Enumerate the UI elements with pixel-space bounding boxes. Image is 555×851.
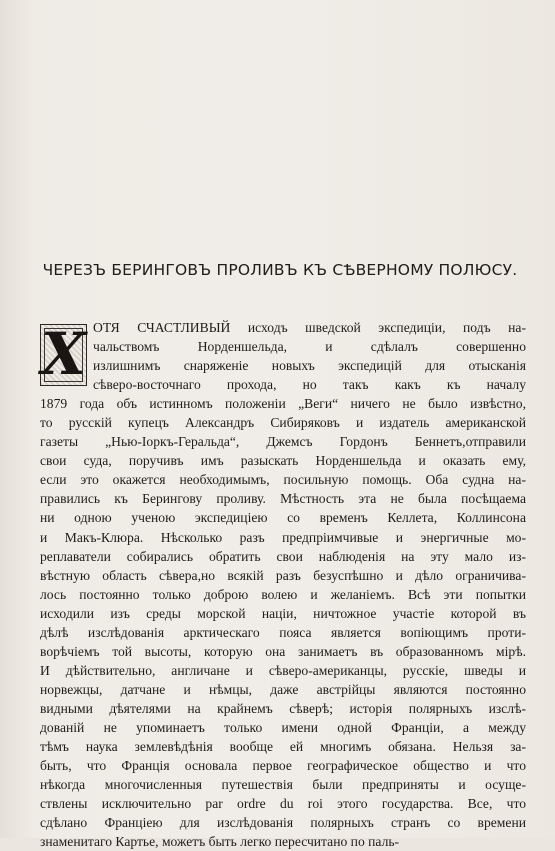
text-line: исходили изъ среды морской націи, ничтожное участіе которой въ [40,605,526,621]
drop-cap-letter: Х [41,320,87,388]
text-line: газеты „Нью-Іоркъ-Геральда“, Джемсъ Гордонъ Беннетъ,отправили [40,434,526,450]
text-line: чальствомъ Норденшельда, и сдѣлалъ совершенно [93,339,526,355]
text-line: свои суда, поручивъ имъ разыскать Норденшельда и оказать ему, [40,453,526,469]
text-line: лось постоянно только доброю волею и желаніемъ. Всѣ эти попытки [40,586,526,602]
text-line: И дѣйствительно, англичане и сѣверо-американцы, русскіе, шведы и [40,662,526,678]
text-line: 1879 года объ истинномъ положеніи „Веги“ ничего не было извѣстно, [40,396,526,412]
text-line: сѣверо-восточнаго прохода, но такъ какъ къ началу [93,377,526,393]
text-line: то русскій купецъ Александръ Сибиряковъ и издатель американской [40,415,526,431]
text-line: ствлены исключительно par ordre du roi этого государства. Все, что [40,796,526,812]
text-line: излишнимъ снаряженіе новыхъ экспедицій для отысканія [93,358,526,374]
text-line: норвежцы, датчане и нѣмцы, даже австрійцы являются постоянно [40,681,526,697]
paragraph [40,318,526,851]
text-line: видными дѣятелями на крайнемъ сѣверѣ; исторія полярныхъ изслѣ- [40,700,526,716]
text-line: тѣмъ наука землевѣдѣнія вообще ей многимъ обязана. Нельзя за- [40,739,526,755]
text-line: дѣлѣ изслѣдованія арктическаго пояса является вопіющимъ проти- [40,624,526,640]
text-line: если это окажется необходимымъ, посильную помощь. Оба судна на- [40,472,526,488]
text-line: реплаватели собирались обратить свои наблюденія на эту мало из- [40,548,526,564]
body-text [40,318,526,851]
text-line: правились къ Берингову проливу. Мѣстность эта не была посѣщаема [40,491,526,507]
text-line: вѣстную область сѣвера,но всякій разъ безуспѣшно и дѣло ограничива- [40,567,526,583]
text-line: сдѣлано Франціею для изслѣдованія полярныхъ странъ со времени [40,815,526,831]
text-line: ни одною ученою экспедиціею со временъ Келлета, Коллинсона [40,510,526,526]
text-line: и Макъ-Клюра. Нѣсколько разъ предпріимчивые и энергичные мо- [40,529,526,545]
text-line: знаменитаго Картье, можетъ быть легко пересчитано по паль- [40,834,400,850]
text-line: дованій не упоминаетъ только имени одной Франціи, а между [40,719,526,735]
text-line: ворѣчіемъ той высоты, которую она занимаетъ въ образованномъ мірѣ. [40,643,526,659]
text-line: нѣкогда многочисленныя путешествія были предприняты и осуще- [40,777,526,793]
chapter-title: ЧЕРЕЗЪ БЕРИНГОВЪ ПРОЛИВЪ КЪ СѢВЕРНОМУ ПОЛЮСУ. [42,261,518,279]
ornamental-drop-cap [40,320,87,388]
text-line: ОТЯ СЧАСТЛИВЫЙ исходъ шведской экспедиціи, подъ на- [93,320,526,335]
text-line: быть, что Франція основала первое географическое общество и что [40,758,526,774]
